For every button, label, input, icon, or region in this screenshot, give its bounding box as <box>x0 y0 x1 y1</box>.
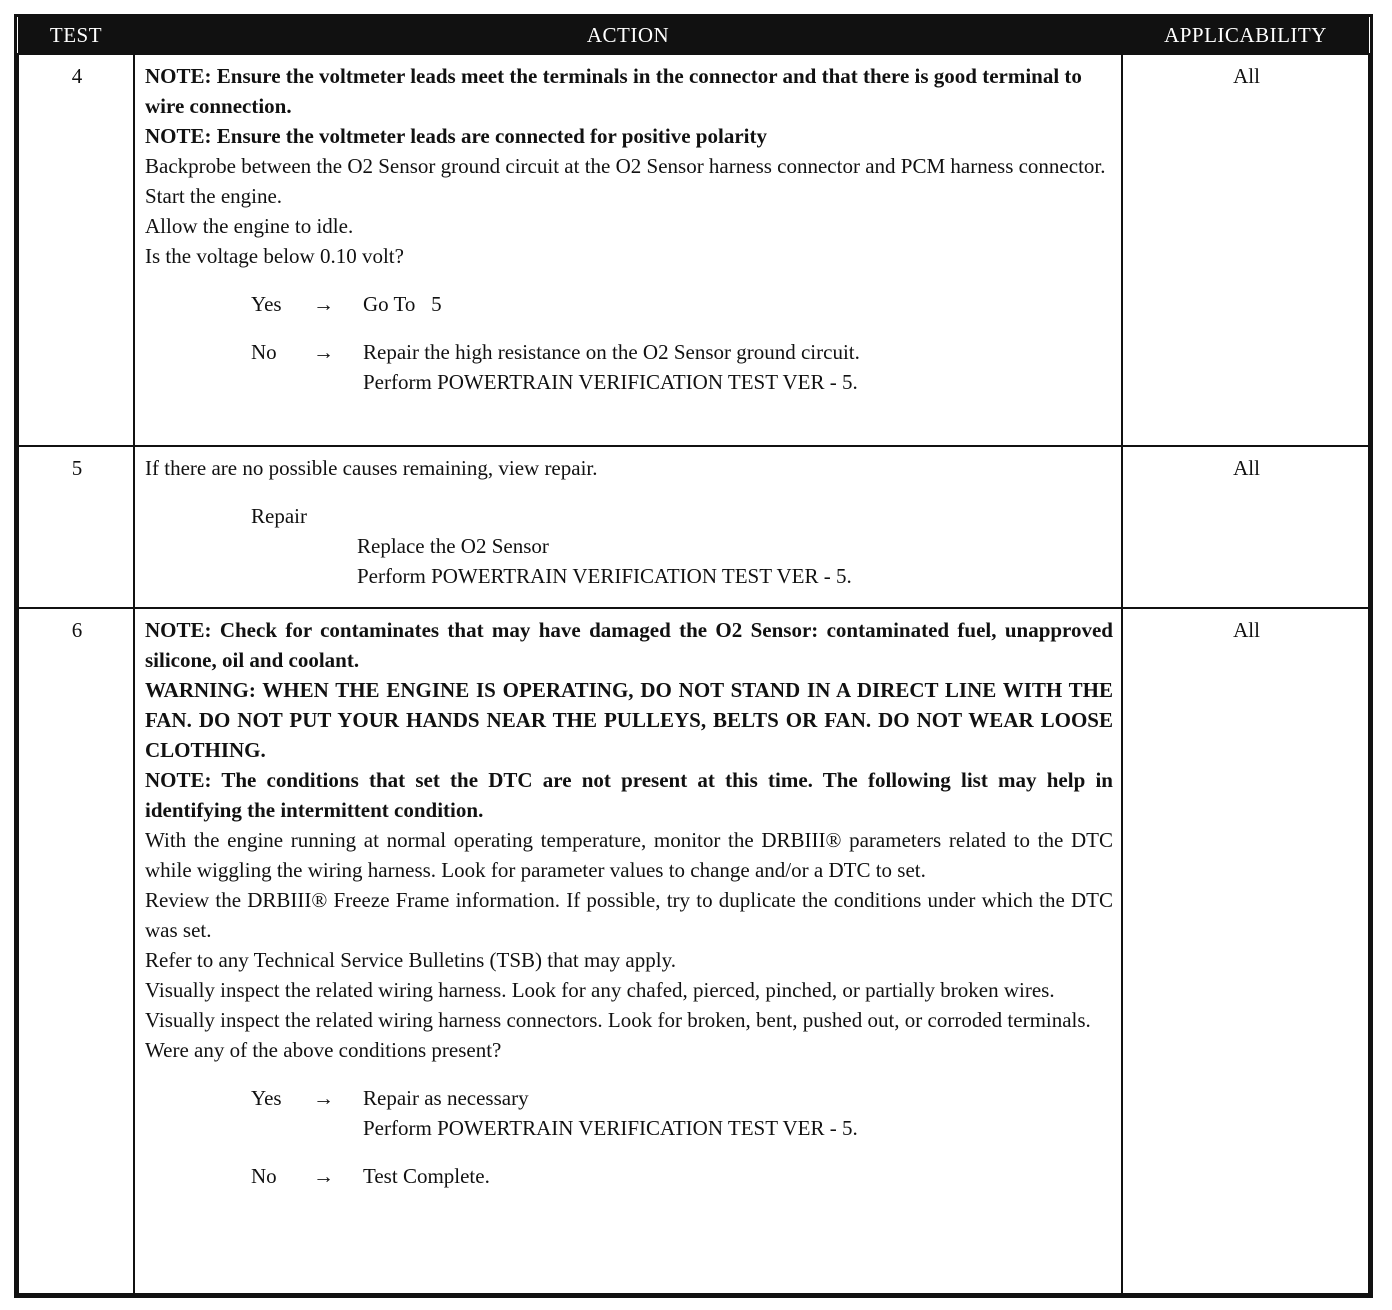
yes-label: Yes <box>251 1086 282 1110</box>
header-action: ACTION <box>134 17 1122 54</box>
action-cell <box>134 54 1122 446</box>
arrow-right-icon: → <box>313 340 334 364</box>
test-number: 4 <box>18 54 134 446</box>
no-action-line: Repair the high resistance on the O2 Sensor ground circuit. <box>363 340 860 364</box>
yes-action-line: Repair as necessary <box>363 1086 529 1110</box>
step: With the engine running at normal operating temperature, monitor the DRBIII® parameters related to the DTC while wiggling the wiring harness. Look for parameter values to change and/or a DTC to set. <box>145 828 1113 882</box>
step: Allow the engine to idle. <box>145 214 354 238</box>
repair-label: Repair <box>251 504 307 528</box>
table-row-test-4 <box>18 54 1369 446</box>
test-number: 5 <box>18 446 134 608</box>
table-row-test-6 <box>18 608 1369 1294</box>
arrow-right-icon: → <box>313 292 334 316</box>
table-row-test-5 <box>18 446 1369 608</box>
test-number: 6 <box>18 608 134 1294</box>
applicability-cell: All <box>1122 54 1369 446</box>
no-branch <box>251 1161 1113 1191</box>
header-applicability: APPLICABILITY <box>1122 17 1369 54</box>
yes-branch <box>251 1083 1113 1143</box>
note: NOTE: The conditions that set the DTC are not present at this time. The following list may help in identifying the intermittent condition. <box>145 768 1113 822</box>
no-action-line: Perform POWERTRAIN VERIFICATION TEST VER - 5. <box>363 370 858 394</box>
step: Review the DRBIII® Freeze Frame information. If possible, try to duplicate the conditions under which the DTC was set. <box>145 888 1113 942</box>
yes-action <box>363 1083 1113 1143</box>
repair-line: Replace the O2 Sensor <box>357 534 549 558</box>
step: Refer to any Technical Service Bulletins (TSB) that may apply. <box>145 948 676 972</box>
step: Start the engine. <box>145 184 283 208</box>
yes-label: Yes <box>251 292 282 316</box>
action-cell <box>134 608 1122 1294</box>
step: Visually inspect the related wiring harness connectors. Look for broken, bent, pushed out, or corroded terminals. <box>145 1008 1091 1032</box>
warning: WARNING: WHEN THE ENGINE IS OPERATING, DO NOT STAND IN A DIRECT LINE WITH THE FAN. DO NOT PUT YOUR HANDS NEAR THE PULLEYS, BELTS OR FAN. DO NOT WEAR LOOSE CLOTHING. <box>145 678 1113 762</box>
action-cell <box>134 446 1122 608</box>
no-action: Test Complete. <box>363 1164 490 1188</box>
note: NOTE: Ensure the voltmeter leads meet the terminals in the connector and that there is good terminal to wire connection. <box>145 64 1082 118</box>
yes-action: Go To 5 <box>363 292 442 316</box>
applicability-cell: All <box>1122 608 1369 1294</box>
note: NOTE: Ensure the voltmeter leads are connected for positive polarity <box>145 124 767 148</box>
no-label: No <box>251 1164 277 1188</box>
header-test: TEST <box>18 17 134 54</box>
yes-action-line: Perform POWERTRAIN VERIFICATION TEST VER - 5. <box>363 1116 858 1140</box>
arrow-right-icon: → <box>313 1164 334 1188</box>
step: If there are no possible causes remaining, view repair. <box>145 456 598 480</box>
no-action <box>363 337 1113 397</box>
question: Were any of the above conditions present? <box>145 1038 502 1062</box>
repair-line: Perform POWERTRAIN VERIFICATION TEST VER - 5. <box>357 564 852 588</box>
step: Visually inspect the related wiring harness. Look for any chafed, pierced, pinched, or partially broken wires. <box>145 978 1055 1002</box>
question: Is the voltage below 0.10 volt? <box>145 244 404 268</box>
yes-branch <box>251 289 1113 319</box>
header-row <box>18 17 1369 54</box>
step: Backprobe between the O2 Sensor ground circuit at the O2 Sensor harness connector and PCM harness connector. <box>145 154 1106 178</box>
applicability-cell: All <box>1122 446 1369 608</box>
diagnostic-test-table <box>14 14 1373 1298</box>
note: NOTE: Check for contaminates that may have damaged the O2 Sensor: contaminated fuel, unapproved silicone, oil and coolant. <box>145 618 1113 672</box>
arrow-right-icon: → <box>313 1086 334 1110</box>
no-branch <box>251 337 1113 397</box>
no-label: No <box>251 340 277 364</box>
